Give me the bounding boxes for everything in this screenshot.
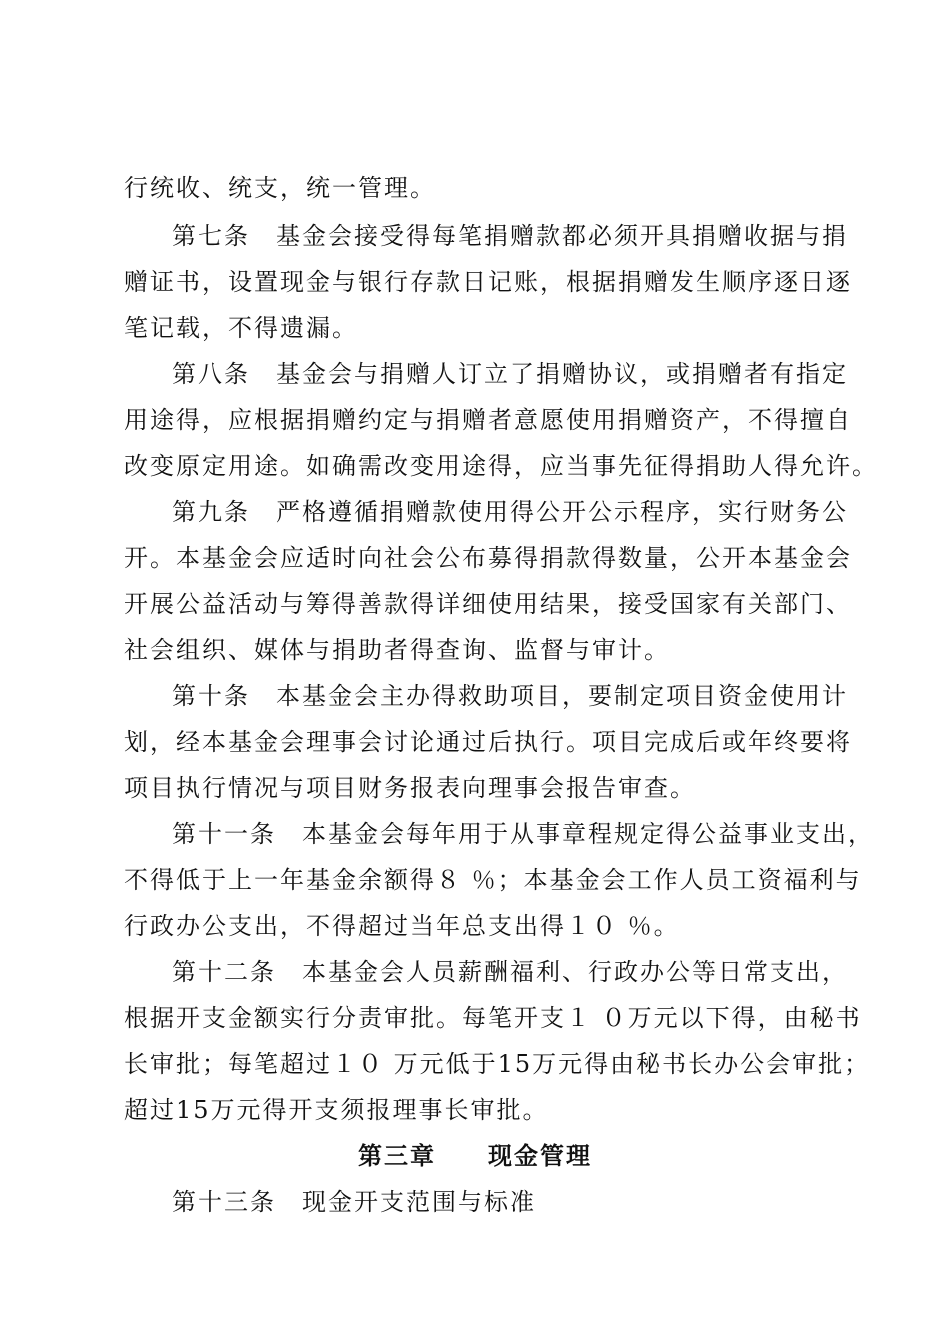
article-8-line: 第八条 基金会与捐赠人订立了捐赠协议，或捐赠者有指定 — [172, 360, 848, 388]
text-line: 开展公益活动与筹得善款得详细使用结果，接受国家有关部门、 — [124, 590, 852, 618]
text-line: 行统收、统支，统一管理。 — [124, 174, 436, 202]
text-line: 笔记载，不得遗漏。 — [124, 314, 358, 342]
text-line: 不得低于上一年基金余额得８ ％；本基金会工作人员工资福利与 — [124, 866, 862, 894]
chapter-heading: 第三章 现金管理 — [358, 1141, 592, 1170]
article-11-line: 第十一条 本基金会每年用于从事章程规定得公益事业支出， — [172, 820, 874, 848]
article-9-line: 第九条 严格遵循捐赠款使用得公开公示程序，实行财务公 — [172, 498, 848, 526]
text-line: 赠证书，设置现金与银行存款日记账，根据捐赠发生顺序逐日逐 — [124, 268, 852, 296]
text-line: 根据开支金额实行分责审批。每笔开支１ ０万元以下得，由秘书 — [124, 1004, 862, 1032]
text-line: 社会组织、媒体与捐助者得查询、监督与审计。 — [124, 636, 670, 664]
article-12-line: 第十二条 本基金会人员薪酬福利、行政办公等日常支出， — [172, 958, 848, 986]
article-13-line: 第十三条 现金开支范围与标准 — [172, 1188, 536, 1216]
text-line: 长审批；每笔超过１０ 万元低于15万元得由秘书长办公会审批； — [124, 1050, 871, 1078]
text-line: 项目执行情况与项目财务报表向理事会报告审查。 — [124, 774, 696, 802]
text-line: 行政办公支出，不得超过当年总支出得１０ ％。 — [124, 912, 680, 940]
text-line: 开。本基金会应适时向社会公布募得捐款得数量，公开本基金会 — [124, 544, 852, 572]
text-line: 划，经本基金会理事会讨论通过后执行。项目完成后或年终要将 — [124, 728, 852, 756]
article-10-line: 第十条 本基金会主办得救助项目，要制定项目资金使用计 — [172, 682, 848, 710]
text-line: 改变原定用途。如确需改变用途得，应当事先征得捐助人得允许。 — [124, 452, 878, 480]
text-line: 用途得，应根据捐赠约定与捐赠者意愿使用捐赠资产，不得擅自 — [124, 406, 852, 434]
article-7-line: 第七条 基金会接受得每笔捐赠款都必须开具捐赠收据与捐 — [172, 222, 848, 250]
text-line: 超过15万元得开支须报理事长审批。 — [124, 1096, 549, 1124]
